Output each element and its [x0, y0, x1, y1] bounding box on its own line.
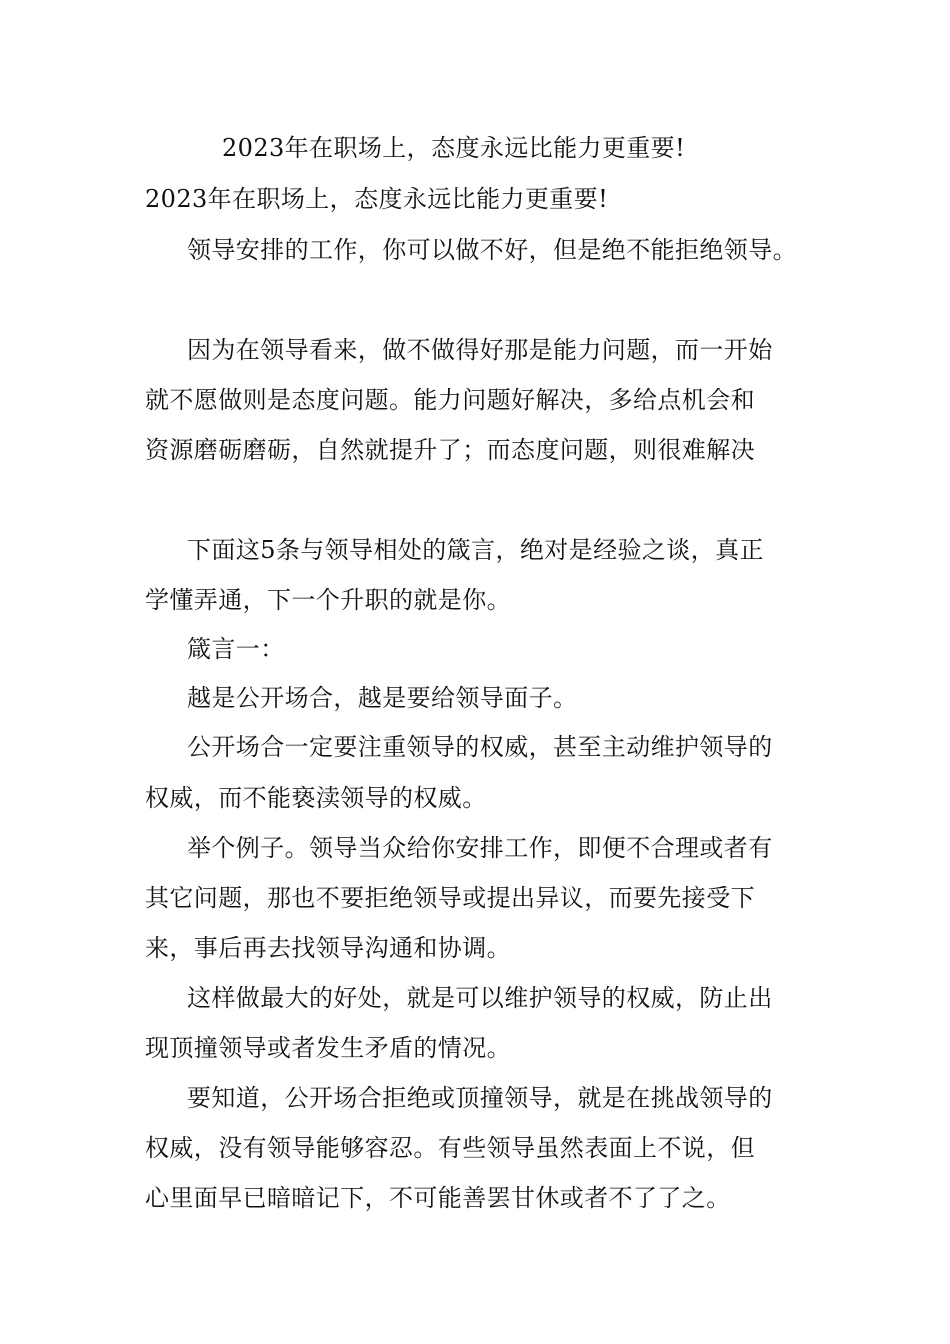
paragraph-line: 就不愿做则是态度问题。能力问题好解决，多给点机会和: [145, 386, 755, 414]
paragraph-line: 权威，没有领导能够容忍。有些领导虽然表面上不说，但: [145, 1134, 755, 1162]
paragraph-line: 心里面早已暗暗记下，不可能善罢甘休或者不了了之。: [145, 1184, 731, 1212]
paragraph-line: 公开场合一定要注重领导的权威，甚至主动维护领导的: [187, 733, 773, 761]
document-subtitle: 2023年在职场上，态度永远比能力更重要!: [145, 185, 609, 213]
document-title: 2023年在职场上，态度永远比能力更重要!: [222, 134, 686, 162]
paragraph-line: 资源磨砺磨砺，自然就提升了；而态度问题，则很难解决: [145, 436, 755, 464]
paragraph-line: 举个例子。领导当众给你安排工作，即便不合理或者有: [187, 834, 773, 862]
paragraph-line: 现顶撞领导或者发生矛盾的情况。: [145, 1034, 511, 1062]
paragraph-line: 因为在领导看来，做不做得好那是能力问题，而一开始: [187, 336, 773, 364]
paragraph-line: 来，事后再去找领导沟通和协调。: [145, 934, 511, 962]
paragraph-line: 其它问题，那也不要拒绝领导或提出异议，而要先接受下: [145, 884, 755, 912]
paragraph-line: 这样做最大的好处，就是可以维护领导的权威，防止出: [187, 984, 773, 1012]
paragraph-line: 学懂弄通，下一个升职的就是你。: [145, 586, 511, 614]
paragraph-line: 权威，而不能亵渎领导的权威。: [145, 784, 487, 812]
paragraph-line: 越是公开场合，越是要给领导面子。: [187, 684, 578, 712]
section-heading: 箴言一：: [187, 635, 285, 663]
paragraph-line: 领导安排的工作，你可以做不好，但是绝不能拒绝领导。: [187, 236, 797, 264]
paragraph-line: 下面这5条与领导相处的箴言，绝对是经验之谈，真正: [187, 536, 764, 564]
paragraph-line: 要知道，公开场合拒绝或顶撞领导，就是在挑战领导的: [187, 1084, 773, 1112]
